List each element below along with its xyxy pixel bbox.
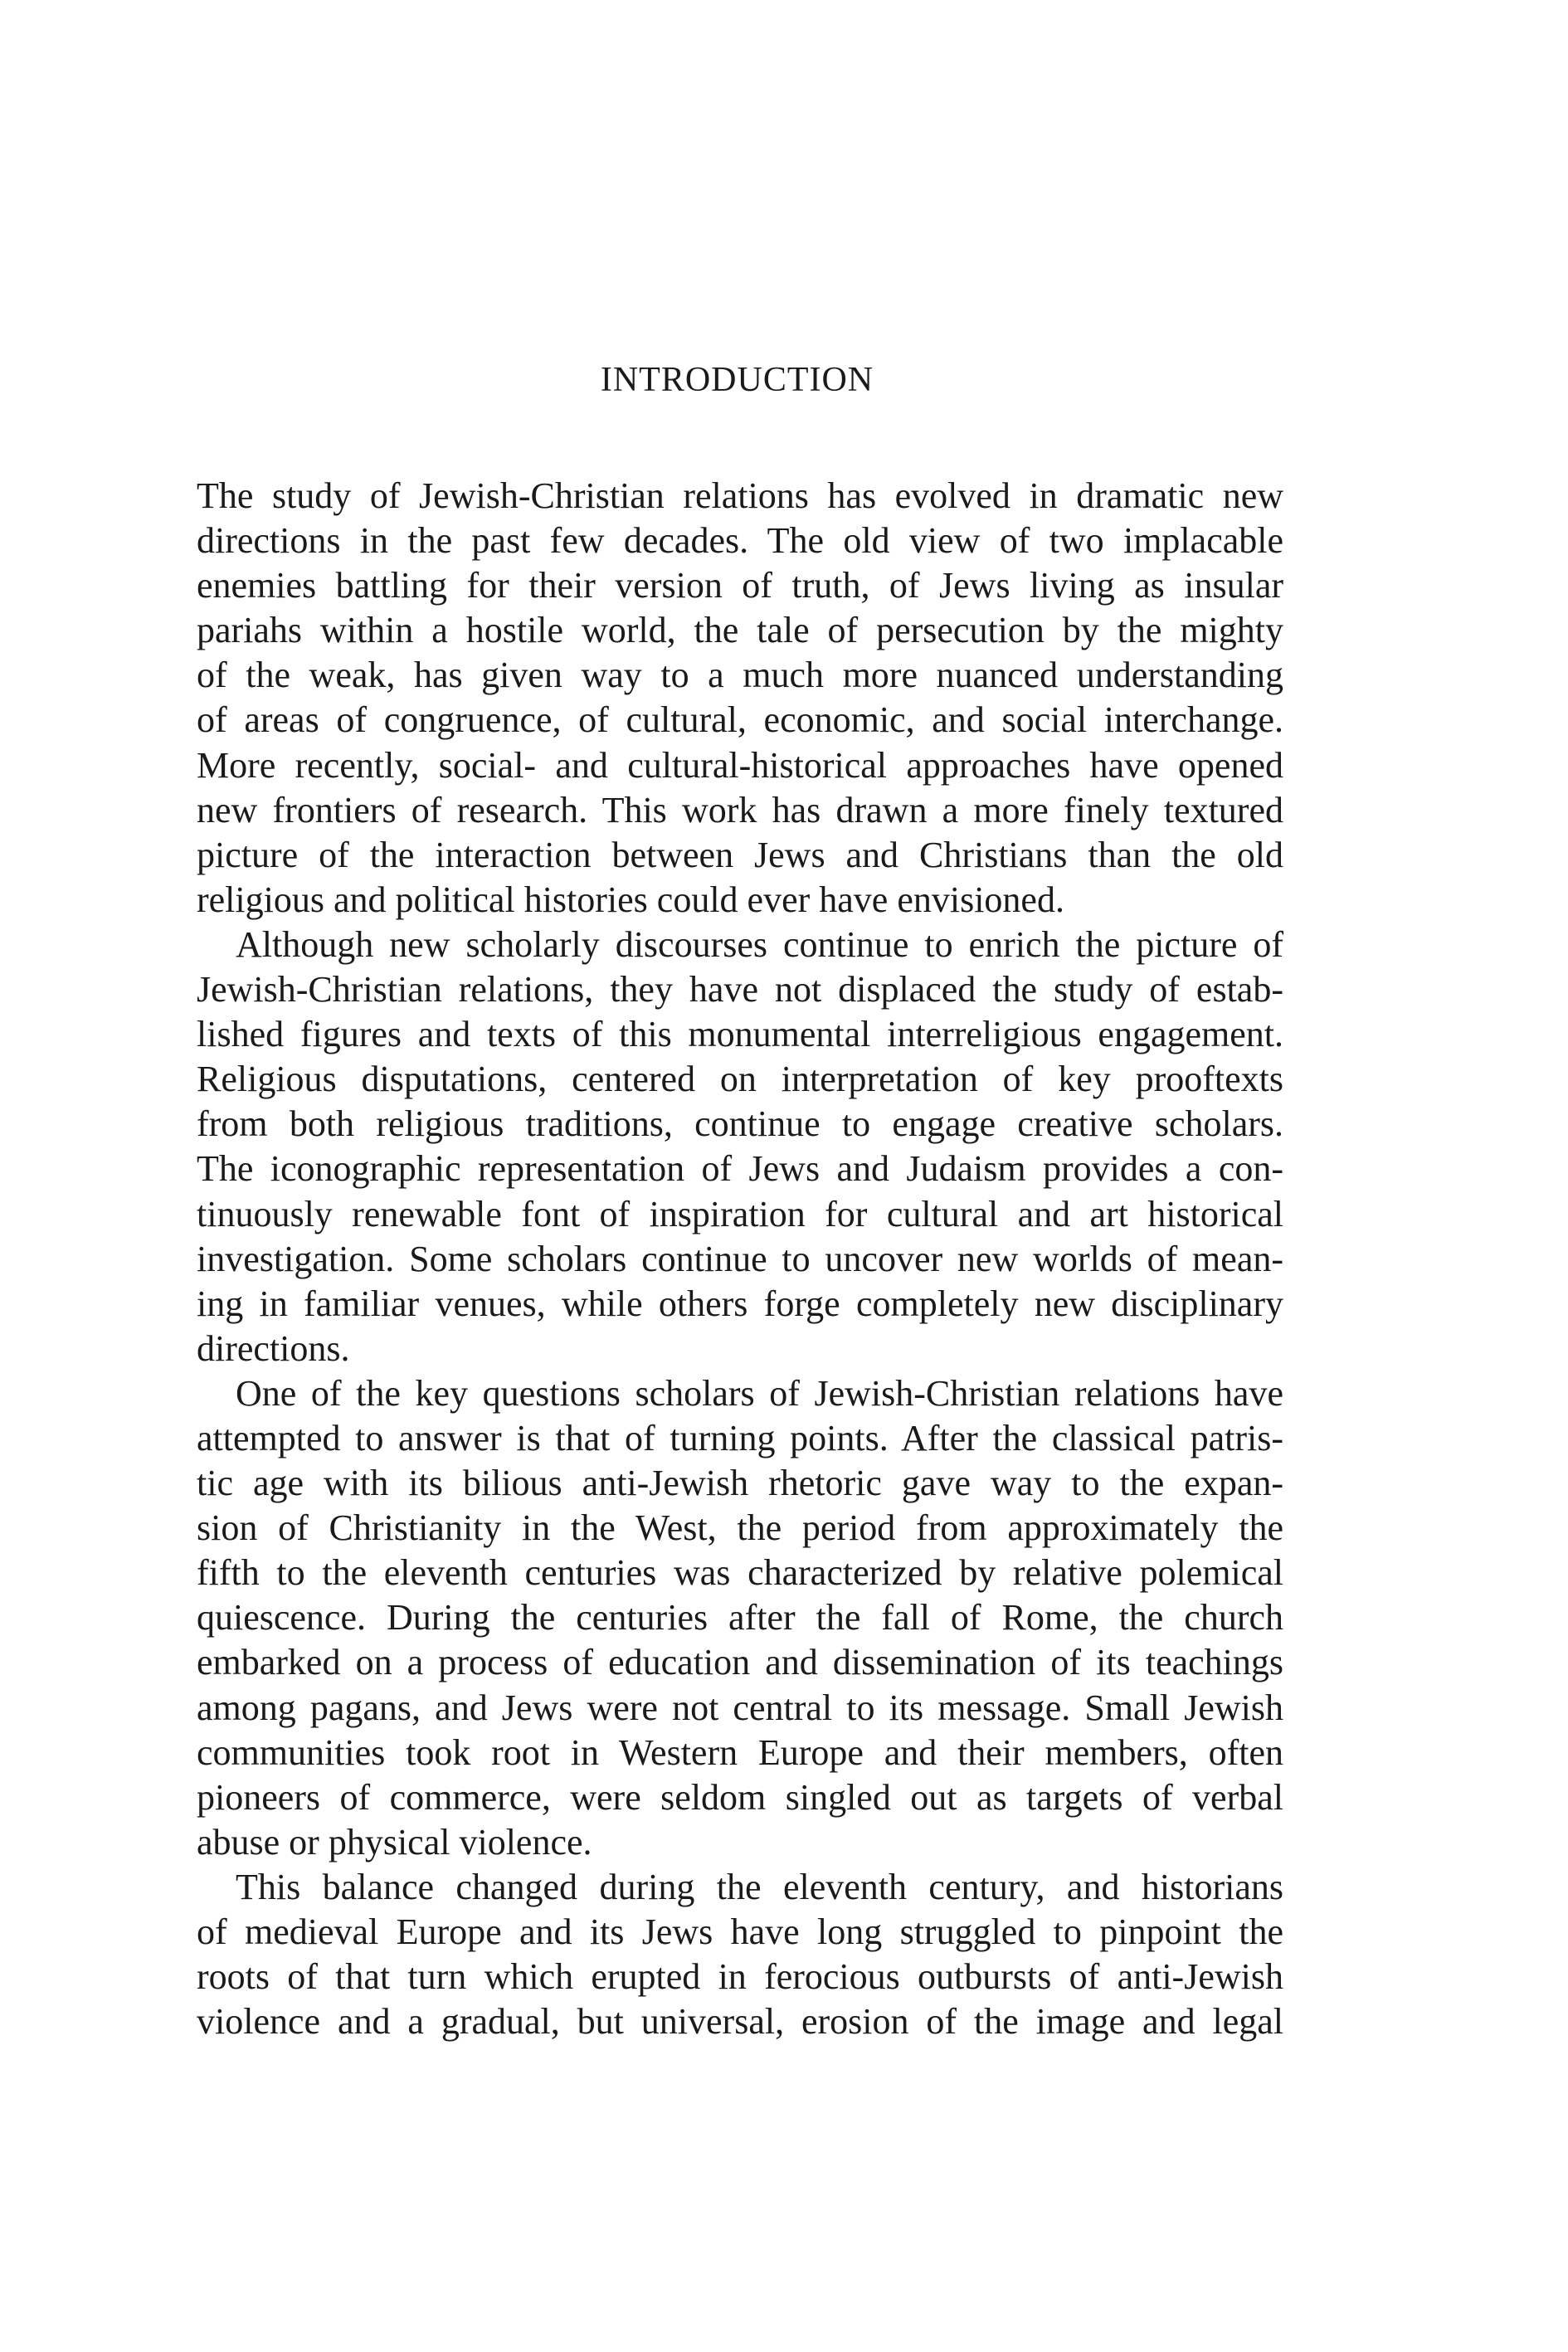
body-text <box>197 474 1283 2044</box>
text-line: communities took root in Western Europe and their members, often <box>197 1731 1283 1773</box>
text-line: tinuously renewable font of inspiration for cultural and art historical <box>197 1193 1283 1234</box>
text-line: enemies battling for their version of truth, of Jews living as insular <box>197 565 1283 606</box>
text-line: More recently, social- and cultural-historical approaches have opened <box>197 744 1283 786</box>
text-line: pariahs within a hostile world, the tale of persecution by the mighty <box>197 610 1283 651</box>
text-line: The iconographic representation of Jews and Judaism provides a con- <box>197 1148 1283 1190</box>
text-line: quiescence. During the centuries after the fall of Rome, the church <box>197 1597 1283 1639</box>
text-line: Religious disputations, centered on interpretation of key prooftexts <box>197 1059 1283 1100</box>
paragraph <box>197 474 1283 923</box>
text-line: Jewish-Christian relations, they have not displaced the study of estab- <box>197 969 1283 1010</box>
paragraph <box>197 1865 1283 2044</box>
chapter-title: INTRODUCTION <box>600 361 874 399</box>
text-line: from both religious traditions, continue to engage creative scholars. <box>197 1103 1283 1145</box>
text-line: directions in the past few decades. The old view of two implacable <box>197 520 1283 562</box>
text-line: new frontiers of research. This work has drawn a more finely textured <box>197 789 1283 830</box>
text-line: abuse or physical violence. <box>197 1821 592 1863</box>
text-line: attempted to answer is that of turning points. After the classical patris- <box>197 1417 1283 1458</box>
text-line: investigation. Some scholars continue to uncover new worlds of mean- <box>197 1238 1283 1279</box>
text-line: lished figures and texts of this monumental interreligious engagement. <box>197 1014 1283 1055</box>
paragraph <box>197 923 1283 1371</box>
text-line: of medieval Europe and its Jews have long struggled to pinpoint the <box>197 1911 1283 1952</box>
paragraph <box>197 1371 1283 1865</box>
text-line: tic age with its bilious anti-Jewish rhetoric gave way to the expan- <box>197 1463 1283 1504</box>
text-line: One of the key questions scholars of Jewish-Christian relations have <box>236 1372 1283 1414</box>
text-line: The study of Jewish-Christian relations has evolved in dramatic new <box>197 475 1283 516</box>
text-line: of areas of congruence, of cultural, economic, and social interchange. <box>197 699 1283 741</box>
text-line: This balance changed during the eleventh century, and historians <box>236 1866 1283 1907</box>
text-line: fifth to the eleventh centuries was characterized by relative polemical <box>197 1552 1283 1594</box>
text-line: roots of that turn which erupted in ferocious outbursts of anti-Jewish <box>197 1956 1283 1998</box>
text-line: picture of the interaction between Jews and Christians than the old <box>197 834 1283 875</box>
text-line: of the weak, has given way to a much more nuanced understanding <box>197 655 1283 696</box>
text-line: religious and political histories could ever have envisioned. <box>197 879 1064 920</box>
text-line: ing in familiar venues, while others forge completely new disciplinary <box>197 1283 1283 1324</box>
text-line: embarked on a process of education and dissemination of its teachings <box>197 1642 1283 1683</box>
text-line: pioneers of commerce, were seldom singled out as targets of verbal <box>197 1776 1283 1818</box>
text-line: directions. <box>197 1327 350 1369</box>
text-line: among pagans, and Jews were not central to its message. Small Jewish <box>197 1687 1283 1728</box>
text-line: Although new scholarly discourses continue to enrich the picture of <box>236 923 1283 965</box>
text-line: sion of Christianity in the West, the period from approximately the <box>197 1507 1283 1549</box>
text-line: violence and a gradual, but universal, erosion of the image and legal <box>197 2001 1283 2043</box>
